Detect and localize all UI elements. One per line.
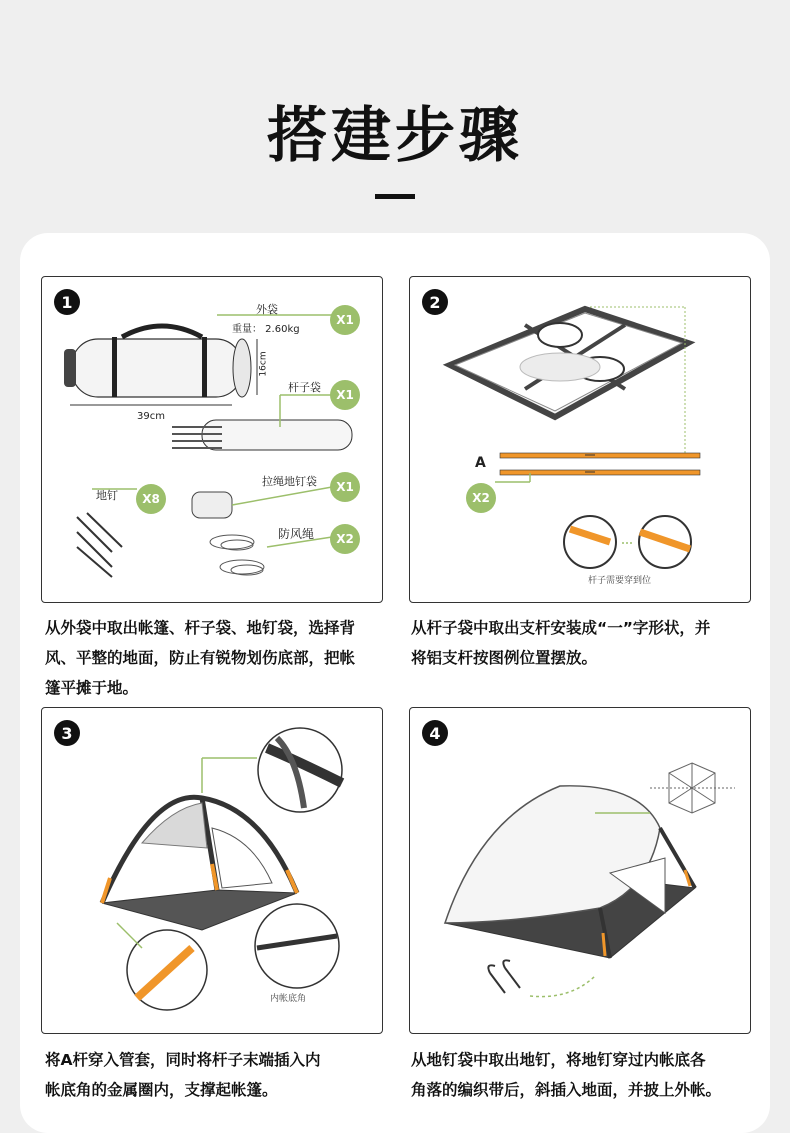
- step-number: 3: [54, 720, 80, 746]
- outer-bag-label: 外袋: [256, 303, 278, 316]
- step-2-panel: [409, 276, 751, 603]
- step-4-panel: [409, 707, 751, 1034]
- poles-count-badge: X2: [466, 483, 496, 513]
- guyline-label: 防风绳: [278, 527, 315, 541]
- page-title: 搭建步骤: [267, 101, 523, 171]
- insert-note: 杆子需要穿到位: [588, 576, 652, 586]
- step-number: 1: [54, 289, 80, 315]
- outer-bag-count-badge: X1: [330, 305, 360, 335]
- pole-a-label: A: [475, 455, 486, 471]
- stake-bag-count-badge: X1: [330, 472, 360, 502]
- step-1-description: [45, 613, 385, 703]
- desc-line: 将A杆穿入管套，同时将杆子末端插入内: [45, 1051, 321, 1069]
- desc-line: 从外袋中取出帐篷、杆子袋、地钉袋，选择背: [45, 619, 356, 637]
- step-1-panel: [41, 276, 383, 603]
- stake-bag-label: 拉绳地钉袋: [262, 475, 317, 488]
- step-number: 4: [422, 720, 448, 746]
- weight-label: 重量： 2.60kg: [232, 324, 300, 335]
- step-3-panel: [41, 707, 383, 1034]
- step-2-illustration: [410, 277, 750, 602]
- pole-bag-count-badge: X1: [330, 380, 360, 410]
- height-label: 16cm: [258, 351, 269, 377]
- step-3-description: [45, 1045, 385, 1105]
- step-4-description: [411, 1045, 751, 1105]
- pole-bag-label: 杆子袋: [288, 381, 321, 394]
- title-underline: [375, 194, 415, 199]
- desc-line: 将铝支杆按图例位置摆放。: [411, 649, 598, 667]
- desc-line: 帐底角的金属圈内，支撑起帐篷。: [45, 1081, 278, 1099]
- corner-label: 内帐底角: [270, 994, 307, 1004]
- desc-line: 风、平整的地面，防止有锐物划伤底部，把帐: [45, 649, 356, 667]
- length-label: 39cm: [137, 411, 165, 422]
- desc-line: 从杆子袋中取出支杆安装成“一”字形状，并: [411, 619, 711, 637]
- step-2-description: [411, 613, 751, 673]
- guyline-count-badge: X2: [330, 524, 360, 554]
- stakes-count-badge: X8: [136, 484, 166, 514]
- step-4-illustration: [410, 708, 750, 1033]
- step-3-illustration: [42, 708, 382, 1033]
- desc-line: 角落的编织带后，斜插入地面，并披上外帐。: [411, 1081, 722, 1099]
- desc-line: 从地钉袋中取出地钉，将地钉穿过内帐底各: [411, 1051, 706, 1069]
- stakes-label: 地钉: [96, 489, 118, 502]
- step-number: 2: [422, 289, 448, 315]
- desc-line: 篷平摊于地。: [45, 679, 139, 697]
